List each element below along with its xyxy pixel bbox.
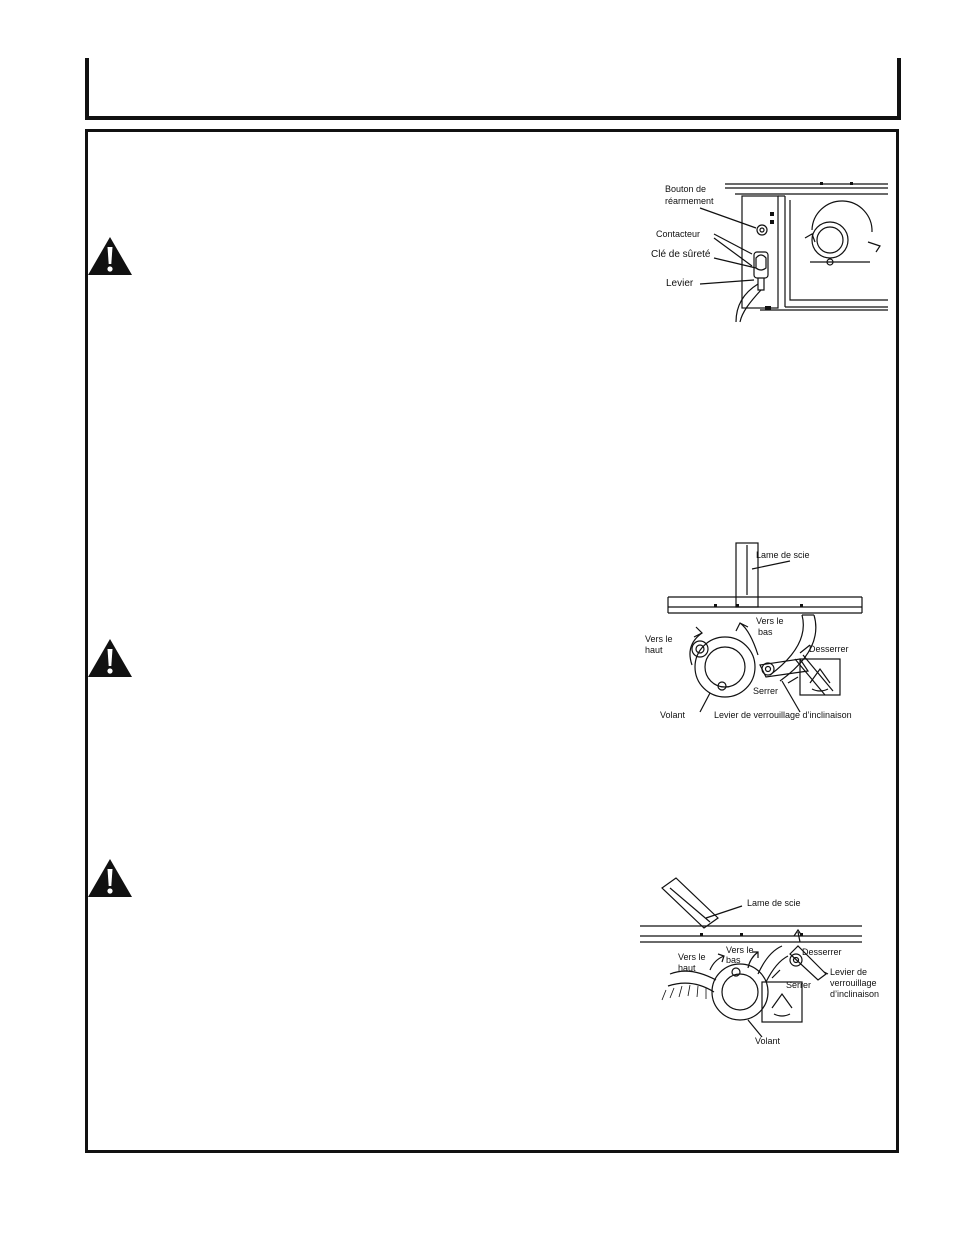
fig1-label-levier: Levier [666, 278, 694, 289]
fig1-label-cle: Clé de sûreté [651, 249, 711, 260]
fig1-label-contacteur: Contacteur [656, 229, 701, 239]
warning-triangle-icon [87, 858, 133, 898]
fig3-label-levier-1: Levier de [830, 967, 868, 977]
fig2-label-vers-bas-1: Vers le [756, 616, 784, 626]
fig3-label-lame: Lame de scie [747, 898, 801, 908]
fig3-label-serrer: Serrer [786, 980, 812, 990]
fig1-label-bouton-line2: réarmement [665, 196, 714, 206]
fig2-label-vers-bas-2: bas [758, 627, 773, 637]
fig3-label-levier-2: verrouillage [830, 978, 877, 988]
fig2-label-desserrer: Desserrer [809, 644, 849, 654]
fig2-label-vers-haut-1: Vers le [645, 634, 673, 644]
fig3-label-levier-3: d’inclinaison [830, 989, 880, 999]
fig3-label-volant: Volant [755, 1036, 781, 1046]
fig3-label-vers-haut-2: haut [678, 963, 696, 973]
fig2-label-volant: Volant [660, 710, 686, 720]
header-frame [85, 58, 901, 120]
fig3-label-vers-bas-1: Vers le [726, 945, 754, 955]
fig3-label-vers-bas-2: bas [726, 955, 741, 965]
fig2-label-lame: Lame de scie [756, 550, 810, 560]
fig2-label-vers-haut-2: haut [645, 645, 663, 655]
warning-triangle-icon [87, 236, 133, 276]
fig2-label-levier-verrou: Levier de verrouillage d’inclinaison [714, 710, 852, 720]
fig1-label-bouton-line1: Bouton de [665, 184, 707, 194]
warning-triangle-icon [87, 638, 133, 678]
switch-figure [640, 172, 890, 324]
fig3-label-desserrer: Desserrer [802, 947, 842, 957]
fig3-label-vers-haut-1: Vers le [678, 952, 706, 962]
fig2-label-serrer: Serrer [753, 686, 779, 696]
